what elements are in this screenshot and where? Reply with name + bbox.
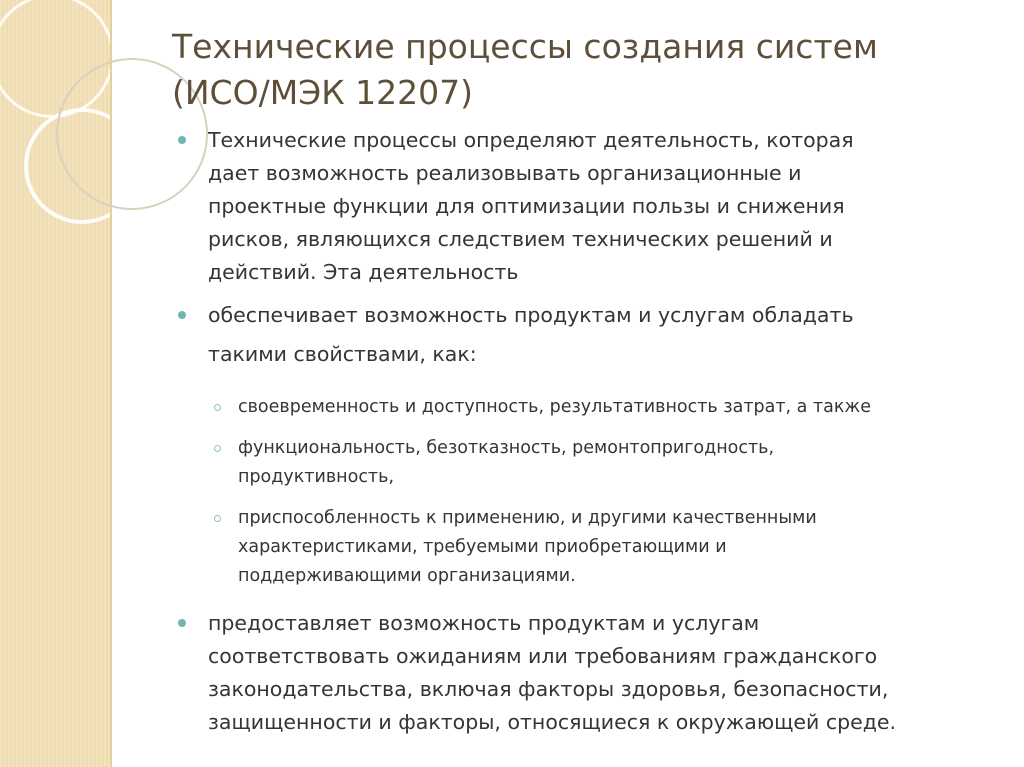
sub-bullet-circle-icon [214,404,221,411]
sub-item-line: характеристиками, требуемыми приобретающими и [238,537,727,557]
bullet-item [172,607,992,739]
title-line: (ИСО/МЭК 12207) [172,73,473,112]
bullet-line: защищенности и факторы, относящиеся к окружающей среде. [208,710,897,734]
sub-item-line: приспособленность к применению, и другими качественными [238,508,817,528]
bullet-line: обеспечивает возможность продуктам и услугам обладать [208,303,854,327]
bullet-line: такими свойствами, как: [208,342,477,366]
sub-item [172,393,992,422]
title-line: Технические процессы создания систем [172,27,878,66]
sub-item-line: функциональность, безотказность, ремонтопригодность, [238,438,775,458]
sub-bullet-circle-icon [214,445,221,452]
slide-content [172,124,992,749]
bullet-line: проектные функции для оптимизации пользы и снижения [208,194,845,218]
bullet-line: законодательства, включая факторы здоровья, безопасности, [208,677,889,701]
sub-item [172,504,992,591]
bullet-dot-icon [178,619,186,627]
sub-item-line: поддерживающими организациями. [238,566,576,586]
bullet-dot-icon [178,136,186,144]
sub-item [172,434,992,492]
bullet-line: предоставляет возможность продуктам и услугам [208,611,760,635]
slide-title [172,24,992,116]
bullet-dot-icon [178,311,186,319]
sub-item-line: продуктивность, [238,467,395,487]
sub-item-line: своевременность и доступность, результативность затрат, а также [238,397,871,417]
bullet-item [172,124,992,289]
bullet-line: Технические процессы определяют деятельность, которая [208,128,854,152]
bullet-line: действий. Эта деятельность [208,260,519,284]
bullet-line: дает возможность реализовывать организационные и [208,161,802,185]
bullet-line: рисков, являющихся следствием технических решений и [208,227,833,251]
bullet-item [172,299,992,371]
sub-bullet-circle-icon [214,515,221,522]
bullet-line: соответствовать ожиданиям или требованиям гражданского [208,644,878,668]
